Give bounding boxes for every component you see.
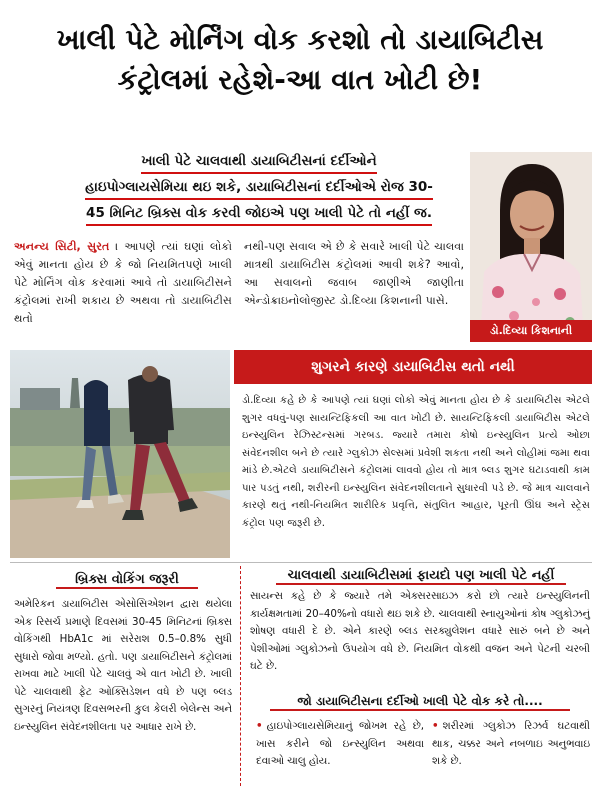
lede-line-2: હાઇપોગ્લાયસેમિયા થઇ શકે, ડાયાબિટીસનાં દર્દીઓએ રોજ 30- xyxy=(85,176,433,200)
benefit-section-text: સાયન્સ કહે છે કે જ્યારે તમે એક્સરસાઇઝ કરો છો ત્યારે ઇન્સ્યુલિનની કાર્યક્ષમતામાં 20–40%નો વધારો થઇ શકે છે. ચાલવાથી સ્નાયુઓનાં કોષ ગ્લુકોઝનું શોષણ વધારી દે છે. એને કારણે બ્લડ સરક્યુલેશન વધારે સારું બને છે અને પેશીઓમાં ગ્લુકોઝનો ઉપયોગ વધે છે. નિયમિત વોકથી વજન અને પેટની ચરબી ઘટે છે. xyxy=(250,590,590,672)
intro-left-text: । આપણે ત્યાં ઘણાં લોકો એવું માનતા હોય છે કે જો નિયમિતપણે ખાલી પેટે મોર્નિંગ વોક કરવામાં આવે તો ડાયાબિટીસને કંટ્રોલમાં રાખી શકાય છે અથવા તો ડાયાબિટીસ થતો xyxy=(14,240,232,325)
horizontal-divider xyxy=(10,562,592,563)
empty-stomach-walk-title: જો ડાયાબિટીસના દર્દીઓ ખાલી પેટે વોક કરે તો.... xyxy=(270,694,570,711)
bullet-item-1 xyxy=(256,718,424,771)
headline xyxy=(6,20,594,100)
bullet-1-text: હાઇપોગ્લાયસેમિયાનું જોખમ રહે છે, ખાસ કરીને જો ઇન્સ્યુલિન અથવા દવાઓ ચાલુ હોય. xyxy=(256,720,424,767)
walking-people-image xyxy=(10,350,230,558)
bullet-2-text: શરીરમાં ગ્લુકોઝ રિઝર્વ ઘટવાથી થાક, ચક્કર અને નબળાઇ અનુભવાઇ શકે છે. xyxy=(432,720,590,767)
intro-left-column xyxy=(14,238,232,328)
lede xyxy=(60,150,458,228)
lede-line-3: 45 મિનિટ બ્રિક્સ વોક કરવી જોઇએ પણ ખાલી પેટે તો નહીં જ. xyxy=(86,202,432,226)
doctor-photo xyxy=(470,152,592,342)
photo-caption: ડો.દિવ્યા કિશનાની xyxy=(470,320,592,342)
doctor-portrait-image xyxy=(470,152,592,342)
headline-line-2: કંટ્રોલમાં રહેશે-આ વાત ખોટી છે! xyxy=(117,63,483,96)
bullet-text-1 xyxy=(256,718,424,771)
byline: અનન્ય સિટી, સુરત xyxy=(14,240,110,253)
benefit-section-title: ચાલવાથી ડાયાબિટીસમાં ફાયદો પણ ખાલી પેટે નહીં xyxy=(276,568,566,585)
intro-right-column: નથી-પણ સવાલ એ છે કે સવારે ખાલી પેટે ચાલવા માત્રથી ડાયાબિટીસ કંટ્રોલમાં આવી શકે? આવો, આ સવાલનો જવાબ જાણીએ જાણીતા એન્ડોક્રાઇનોલોજીસ્ટ ડો.દિવ્યા કિશનાની પાસે. xyxy=(244,240,464,307)
section-banner: શુગરને કારણે ડાયાબિટીસ થતો નથી xyxy=(234,350,592,384)
bricks-section-title: બ્રિક્સ વોકિંગ જરૂરી xyxy=(56,572,198,589)
bullet-text-2 xyxy=(432,718,590,771)
lede-line-1: ખાલી પેટે ચાલવાથી ડાયાબિટીસનાં દર્દીઓને xyxy=(141,150,376,174)
main-paragraph: ડો.દિવ્યા કહે છે કે આપણે ત્યાં ઘણાં લોકો એવું માનતા હોય છે કે ડાયાબિટીસ એટલે શુગર વધવું-પણ સાયન્ટિફિકલી આ વાત ખોટી છે. સાયન્ટિફિકલી ડાયાબિટીસ એટલે ઇન્સ્યુલિન રેઝિસ્ટન્સમાં ગરબડ. જ્યારે તમારા કોષો ઇન્સ્યુલિન પ્રત્યે ઓછા સંવેદનશીલ બને છે ત્યારે ગ્લુકોઝ સેલ્સમાં પ્રવેશી શકતા નથી અને લોહીમાં જમા થવા માંડે છે.એટલે ડાયાબિટીસને કંટ્રોલમાં લાવવો હોય તો માત્ર બ્લડ શુગર ઘટાડવાથી કામ પાર પડતું નથી, શરીરની ઇન્સ્યુલિન સંવેદનશીલતાને સુધારવી પડે છે. જે માત્ર ચાલવાને કારણે થતું નથી-નિયમિત શારીરિક પ્રવૃત્તિ, સંતુલિત આહાર, પૂરતી ઊંઘ અને સ્ટ્રેસ કંટ્રોલ પણ જરૂરી છે. xyxy=(242,395,590,529)
bullet-item-2 xyxy=(432,718,590,771)
walking-photo xyxy=(10,350,230,558)
bullet-dot-icon: • xyxy=(432,720,439,732)
bullet-dot-icon: • xyxy=(256,720,263,732)
column-divider xyxy=(240,566,241,786)
bricks-section-text: અમેરિકન ડાયાબિટીસ એસોસિએશન દ્વારા થયેલા એક રિસર્ચ પ્રમાણે દિવસમાં 30-45 મિનિટનાં બ્રિક્સ વોકિંગથી HbA1c માં સરેરાશ 0.5–0.8% સુધી સુધારો જોવા મળ્યો. હતો. પણ ડાયાબિટીસને કંટ્રોલમાં રાખવા માટે ખાલી પેટે ચાલવું એ વાત ખોટી છે. ખાલી પેટે ચાલવાથી ફેટ ઓક્સિડેશન વધે છે પણ બ્લડ સુગરનું નિયંત્રણ દિવસભરની કુલ કેલરી બેલેન્સ અને ઇન્સ્યુલિન સંવેદનશીલતા પર આધાર રાખે છે. xyxy=(14,598,232,733)
headline-line-1: ખાલી પેટે મોર્નિંગ વોક કરશો તો ડાયાબિટીસ xyxy=(56,23,544,56)
